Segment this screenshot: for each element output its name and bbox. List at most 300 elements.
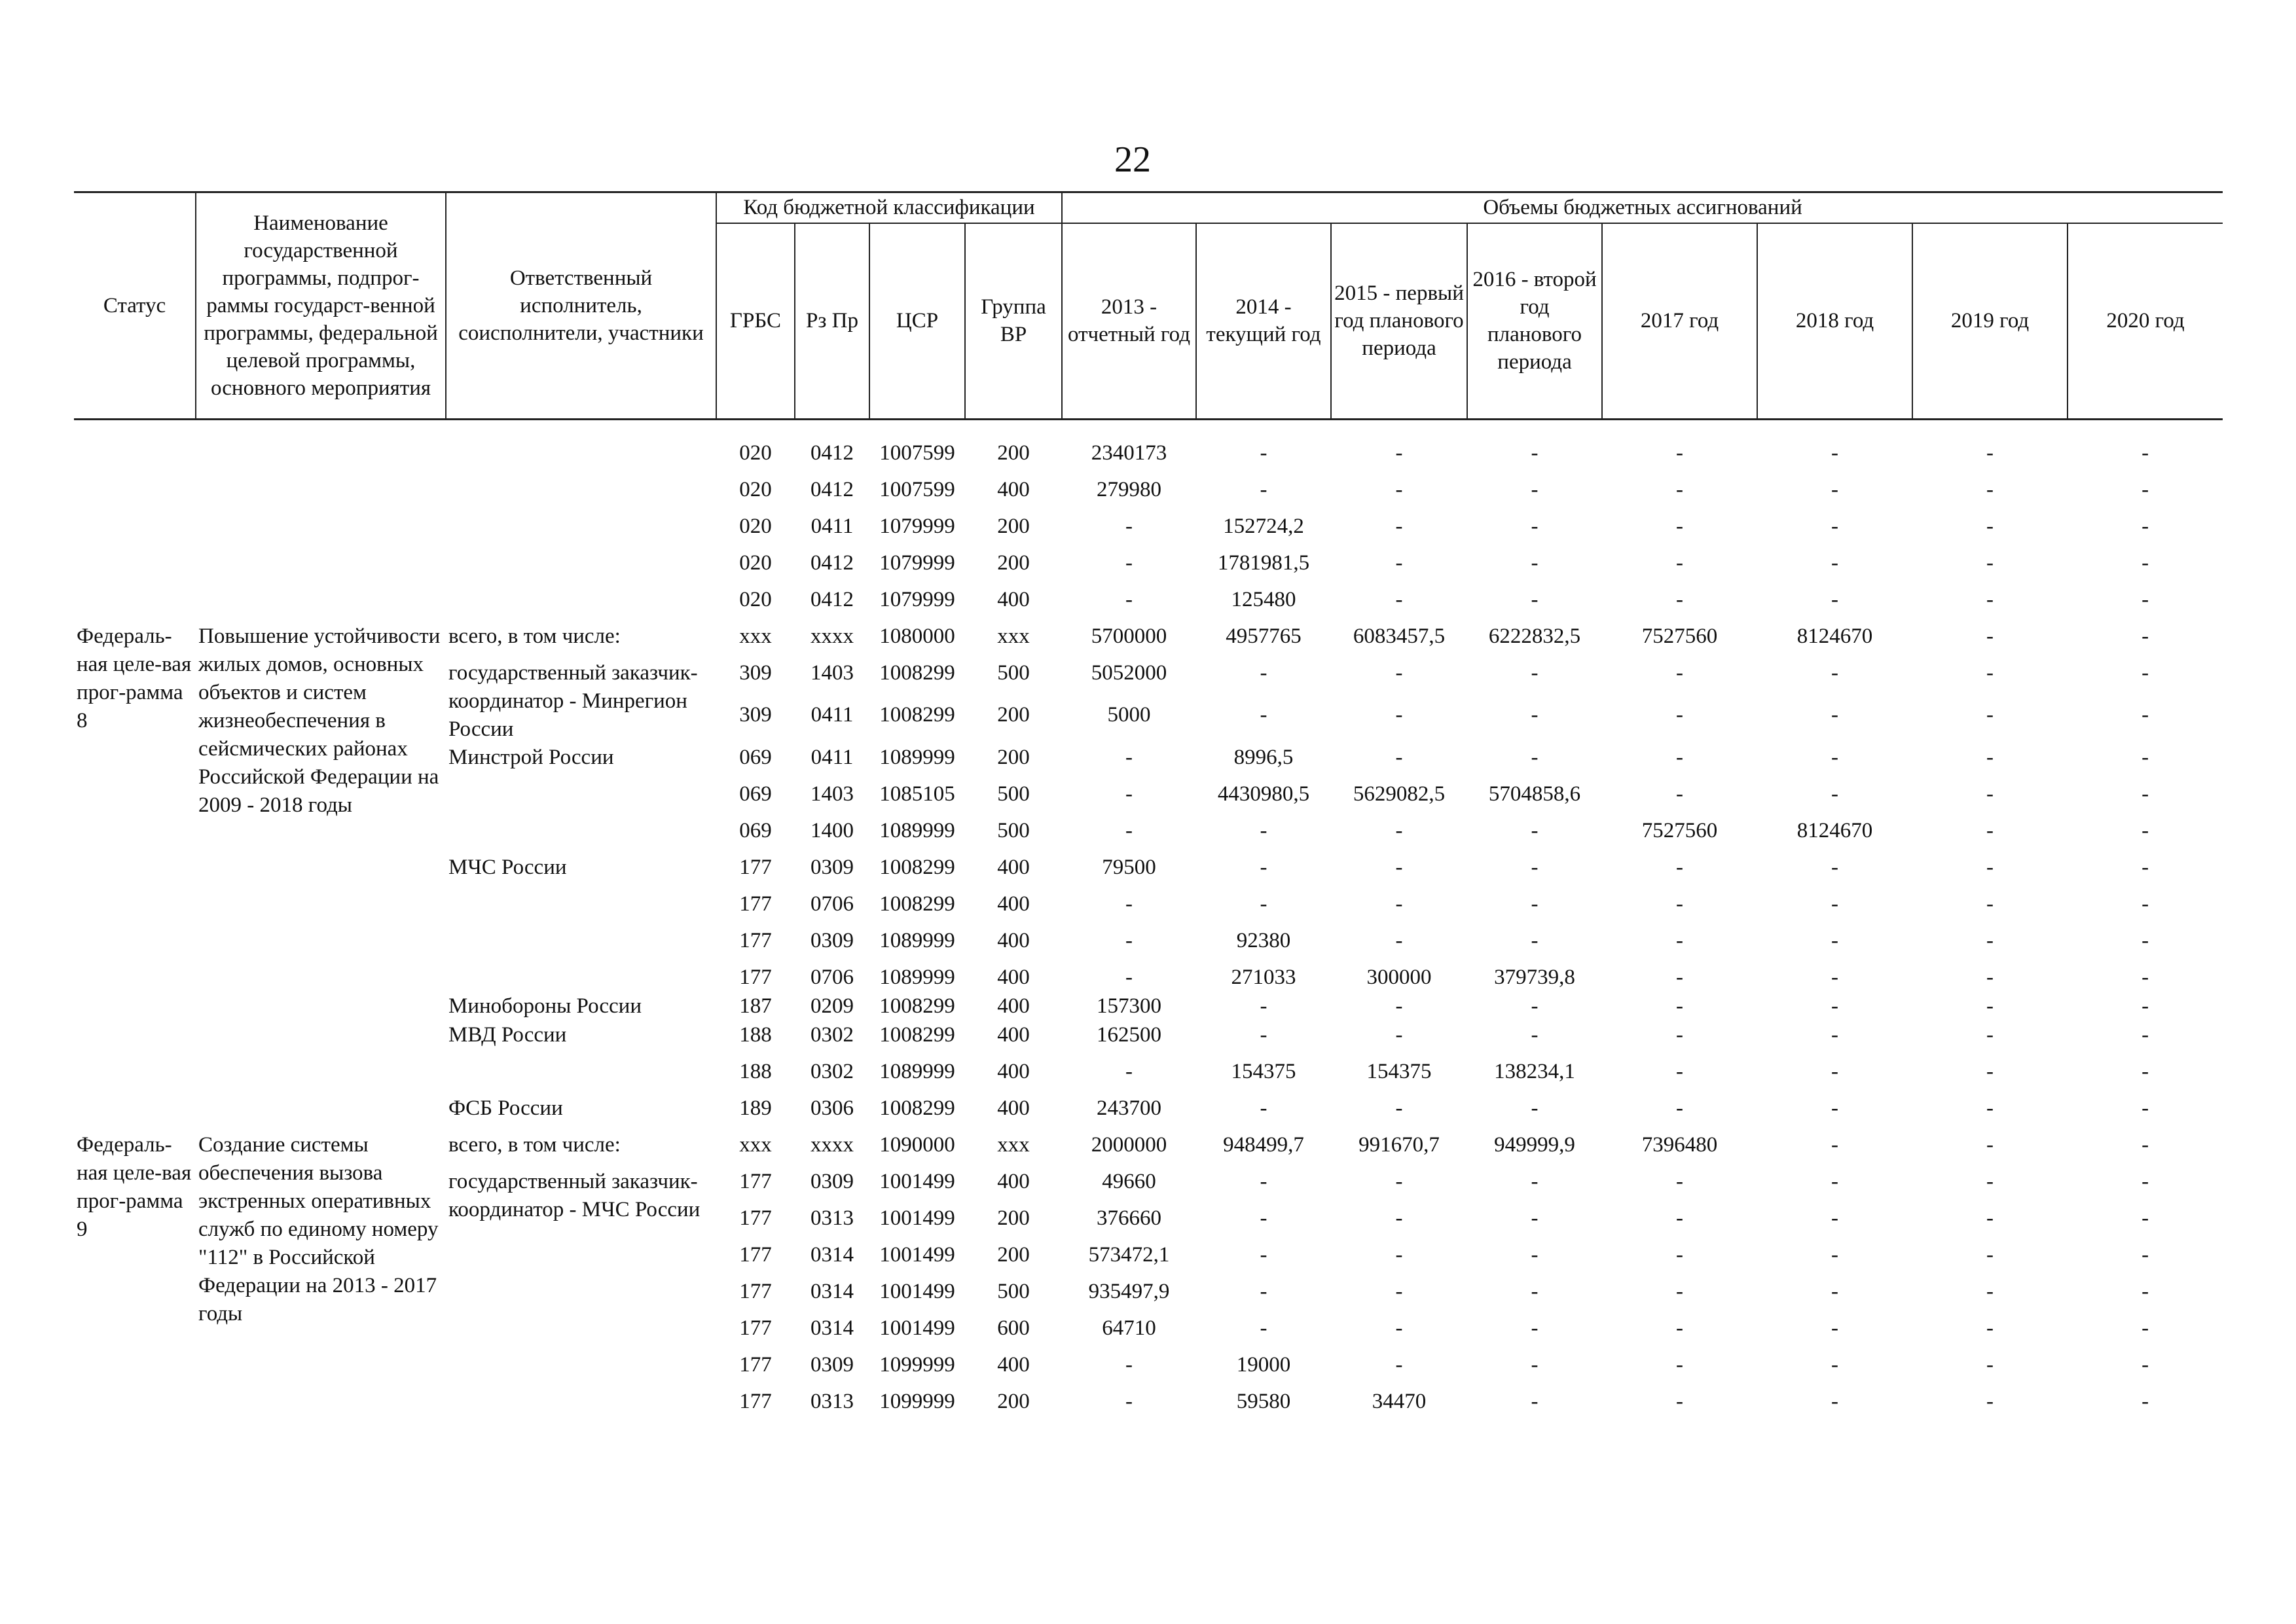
cell-y2017: - — [1676, 1389, 1684, 1413]
cell-y2018: 8124670 — [1796, 624, 1873, 648]
table-row — [74, 1131, 2223, 1168]
cell-y2016: - — [1531, 1389, 1539, 1413]
cell-grbs: 177 — [739, 1316, 772, 1340]
cell-y2018: - — [1831, 745, 1839, 769]
cell-y2016: - — [1531, 1279, 1539, 1303]
cell-y2017: - — [1676, 550, 1684, 575]
cell-y2016: 949999,9 — [1494, 1132, 1575, 1157]
cell-rzpr: 1403 — [811, 782, 854, 806]
cell-vr: 400 — [997, 965, 1030, 989]
cell-y2019: - — [1986, 1279, 1994, 1303]
empty-cell — [74, 513, 196, 549]
program-9-name: Создание системы обеспечения вызова экстренных оперативных служб по единому номеру "112" в Российской Федерации на 2013 - 2017 годы — [198, 1132, 439, 1326]
cell-vr: 400 — [997, 1059, 1030, 1083]
cell-y2018: - — [1831, 550, 1839, 575]
cell-grbs: 177 — [739, 965, 772, 989]
cell-y2014: - — [1260, 660, 1267, 685]
cell-y2019: - — [1986, 660, 1994, 685]
cell-y2017: - — [1676, 855, 1684, 879]
cell-vr: 400 — [997, 892, 1030, 916]
cell-y2018: - — [1831, 1352, 1839, 1377]
cell-y2016: - — [1531, 1022, 1539, 1047]
cell-csr: 1099999 — [879, 1389, 955, 1413]
cell-vr: 200 — [997, 514, 1030, 538]
cell-rzpr: 1403 — [811, 660, 854, 685]
cell-y2014: - — [1260, 477, 1267, 501]
cell-y2020: - — [2141, 855, 2149, 879]
empty-cell — [74, 586, 196, 623]
cell-vr: 200 — [997, 745, 1030, 769]
cell-y2020: - — [2141, 892, 2149, 916]
cell-rzpr: 0309 — [811, 928, 854, 952]
cell-csr: 1079999 — [879, 514, 955, 538]
cell-grbs: 020 — [739, 514, 772, 538]
cell-rzpr: 0411 — [811, 745, 854, 769]
cell-y2014: - — [1260, 1206, 1267, 1230]
cell-y2017: - — [1676, 1096, 1684, 1120]
cell-y2014: - — [1260, 441, 1267, 465]
cell-y2013: - — [1125, 514, 1133, 538]
cell-vr: 500 — [997, 660, 1030, 685]
cell-y2020: - — [2141, 745, 2149, 769]
table-row — [74, 623, 2223, 659]
cell-rzpr: 0306 — [811, 1096, 854, 1120]
cell-y2013: 2340173 — [1091, 441, 1167, 465]
cell-csr: 1001499 — [879, 1206, 955, 1230]
cell-csr: 1008299 — [879, 855, 955, 879]
cell-y2020: - — [2141, 1352, 2149, 1377]
cell-vr: 400 — [997, 1352, 1030, 1377]
cell-vr: 400 — [997, 587, 1030, 611]
cell-y2015: - — [1395, 1169, 1403, 1193]
cell-y2015: 154375 — [1366, 1059, 1432, 1083]
header-program-name: Наименование государственной программы, подпрог-раммы государст-венной программы, федеральной целевой программы, основного мероприятия — [196, 192, 446, 420]
cell-rzpr: 0313 — [811, 1389, 854, 1413]
header-2013: 2013 - отчетный год — [1062, 223, 1196, 420]
cell-y2017: 7527560 — [1641, 818, 1718, 842]
cell-y2018: 8124670 — [1796, 818, 1873, 842]
cell-y2015: - — [1395, 928, 1403, 952]
cell-y2018: - — [1831, 660, 1839, 685]
cell-y2014: 152724,2 — [1223, 514, 1304, 538]
cell-y2015: - — [1395, 994, 1403, 1018]
table-row — [74, 439, 2223, 476]
cell-y2015: - — [1395, 1279, 1403, 1303]
header-2014: 2014 - текущий год — [1196, 223, 1331, 420]
cell-rzpr: 0412 — [811, 550, 854, 575]
cell-csr: 1099999 — [879, 1352, 955, 1377]
cell-y2019: - — [1986, 703, 1994, 727]
cell-y2020: - — [2141, 1206, 2149, 1230]
cell-y2018: - — [1831, 514, 1839, 538]
cell-y2015: 300000 — [1366, 965, 1432, 989]
header-vr: Группа ВР — [965, 223, 1062, 420]
cell-y2018: - — [1831, 587, 1839, 611]
page-number: 22 — [1114, 139, 1151, 180]
cell-y2014: - — [1260, 818, 1267, 842]
cell-y2019: - — [1986, 994, 1994, 1018]
cell-y2014: - — [1260, 855, 1267, 879]
cell-y2013: 79500 — [1102, 855, 1156, 879]
cell-y2019: - — [1986, 477, 1994, 501]
cell-y2013: 64710 — [1102, 1316, 1156, 1340]
cell-grbs: xxx — [739, 1132, 772, 1157]
cell-y2015: - — [1395, 441, 1403, 465]
cell-csr: 1001499 — [879, 1169, 955, 1193]
cell-y2020: - — [2141, 477, 2149, 501]
budget-allocations-table — [74, 191, 2223, 1424]
cell-y2020: - — [2141, 1059, 2149, 1083]
cell-y2016: - — [1531, 994, 1539, 1018]
cell-y2019: - — [1986, 514, 1994, 538]
cell-y2018: - — [1831, 1206, 1839, 1230]
cell-y2017: 7396480 — [1641, 1132, 1718, 1157]
cell-y2019: - — [1986, 782, 1994, 806]
cell-csr: 1089999 — [879, 745, 955, 769]
cell-csr: 1079999 — [879, 550, 955, 575]
cell-vr: 400 — [997, 1169, 1030, 1193]
cell-y2019: - — [1986, 1316, 1994, 1340]
cell-vr: xxx — [997, 624, 1030, 648]
cell-rzpr: 0412 — [811, 477, 854, 501]
cell-y2016: 138234,1 — [1494, 1059, 1575, 1083]
header-grbs: ГРБС — [716, 223, 795, 420]
cell-y2015: - — [1395, 1316, 1403, 1340]
cell-y2014: 19000 — [1236, 1352, 1291, 1377]
cell-grbs: 187 — [739, 994, 772, 1018]
cell-y2014: 59580 — [1236, 1389, 1291, 1413]
cell-rzpr: 0314 — [811, 1242, 854, 1267]
cell-y2015: 991670,7 — [1358, 1132, 1440, 1157]
cell-y2015: 5629082,5 — [1353, 782, 1446, 806]
cell-y2014: - — [1260, 1022, 1267, 1047]
cell-y2018: - — [1831, 782, 1839, 806]
cell-y2015: - — [1395, 587, 1403, 611]
executor-total: всего, в том числе: — [448, 1132, 621, 1157]
cell-y2013: 573472,1 — [1088, 1242, 1170, 1267]
cell-y2013: - — [1125, 1352, 1133, 1377]
cell-vr: 200 — [997, 1389, 1030, 1413]
cell-y2017: - — [1676, 892, 1684, 916]
cell-grbs: xxx — [739, 624, 772, 648]
cell-vr: 500 — [997, 1279, 1030, 1303]
cell-grbs: 177 — [739, 1242, 772, 1267]
cell-y2017: - — [1676, 1352, 1684, 1377]
empty-cell — [196, 476, 446, 513]
cell-y2013: - — [1125, 892, 1133, 916]
cell-y2018: - — [1831, 1022, 1839, 1047]
cell-y2015: 6083457,5 — [1353, 624, 1446, 648]
cell-grbs: 177 — [739, 928, 772, 952]
cell-y2013: 5000 — [1107, 703, 1151, 727]
cell-y2014: 948499,7 — [1223, 1132, 1304, 1157]
cell-y2017: - — [1676, 1316, 1684, 1340]
header-budget-code-group: Код бюджетной классификации — [716, 192, 1062, 223]
cell-y2013: - — [1125, 1059, 1133, 1083]
cell-y2016: - — [1531, 1169, 1539, 1193]
cell-y2019: - — [1986, 892, 1994, 916]
cell-y2013: 5052000 — [1091, 660, 1167, 685]
cell-y2015: - — [1395, 550, 1403, 575]
table-row — [74, 476, 2223, 513]
cell-y2018: - — [1831, 1316, 1839, 1340]
cell-y2014: 271033 — [1231, 965, 1296, 989]
cell-y2015: - — [1395, 1096, 1403, 1120]
cell-csr: 1085105 — [879, 782, 955, 806]
cell-y2020: - — [2141, 994, 2149, 1018]
cell-csr: 1089999 — [879, 818, 955, 842]
cell-y2020: - — [2141, 1022, 2149, 1047]
cell-y2019: - — [1986, 624, 1994, 648]
empty-cell — [446, 439, 716, 476]
cell-vr: 200 — [997, 1242, 1030, 1267]
cell-y2016: 379739,8 — [1494, 965, 1575, 989]
cell-y2018: - — [1831, 1132, 1839, 1157]
cell-y2013: 935497,9 — [1088, 1279, 1170, 1303]
cell-y2019: - — [1986, 965, 1994, 989]
cell-rzpr: 0302 — [811, 1022, 854, 1047]
cell-y2014: 4430980,5 — [1217, 782, 1310, 806]
cell-y2020: - — [2141, 1096, 2149, 1120]
cell-csr: 1001499 — [879, 1316, 955, 1340]
cell-y2017: - — [1676, 703, 1684, 727]
cell-vr: 200 — [997, 550, 1030, 575]
cell-y2017: - — [1676, 928, 1684, 952]
cell-y2016: - — [1531, 1096, 1539, 1120]
cell-rzpr: xxxx — [811, 624, 854, 648]
cell-y2020: - — [2141, 660, 2149, 685]
cell-y2016: - — [1531, 1316, 1539, 1340]
cell-y2015: 34470 — [1372, 1389, 1427, 1413]
cell-grbs: 020 — [739, 550, 772, 575]
cell-y2016: - — [1531, 550, 1539, 575]
cell-csr: 1001499 — [879, 1279, 955, 1303]
cell-y2019: - — [1986, 1389, 1994, 1413]
cell-vr: 200 — [997, 441, 1030, 465]
cell-y2017: - — [1676, 660, 1684, 685]
cell-rzpr: xxxx — [811, 1132, 854, 1157]
cell-y2020: - — [2141, 928, 2149, 952]
cell-y2018: - — [1831, 1279, 1839, 1303]
cell-y2013: - — [1125, 965, 1133, 989]
cell-rzpr: 0412 — [811, 587, 854, 611]
executor-minoborony: Минобороны России — [448, 994, 642, 1018]
cell-vr: 500 — [997, 782, 1030, 806]
cell-y2016: 5704858,6 — [1488, 782, 1581, 806]
cell-y2020: - — [2141, 624, 2149, 648]
cell-csr: 1090000 — [879, 1132, 955, 1157]
empty-cell — [446, 586, 716, 623]
cell-y2015: - — [1395, 818, 1403, 842]
empty-cell — [446, 549, 716, 586]
executor-minstroy: Минстрой России — [448, 745, 614, 769]
cell-rzpr: 0314 — [811, 1316, 854, 1340]
cell-y2014: - — [1260, 1096, 1267, 1120]
cell-y2019: - — [1986, 1059, 1994, 1083]
cell-y2015: - — [1395, 477, 1403, 501]
cell-y2015: - — [1395, 703, 1403, 727]
cell-y2019: - — [1986, 1022, 1994, 1047]
cell-vr: 400 — [997, 928, 1030, 952]
cell-vr: 200 — [997, 1206, 1030, 1230]
cell-y2020: - — [2141, 1169, 2149, 1193]
cell-vr: 500 — [997, 818, 1030, 842]
cell-y2016: - — [1531, 1242, 1539, 1267]
cell-y2013: 157300 — [1097, 994, 1162, 1018]
cell-grbs: 177 — [739, 892, 772, 916]
cell-y2020: - — [2141, 965, 2149, 989]
cell-y2020: - — [2141, 550, 2149, 575]
cell-y2020: - — [2141, 441, 2149, 465]
cell-grbs: 020 — [739, 587, 772, 611]
empty-cell — [196, 513, 446, 549]
executor-mvd: МВД России — [448, 1022, 567, 1047]
cell-grbs: 309 — [739, 660, 772, 685]
cell-y2020: - — [2141, 703, 2149, 727]
cell-y2013: 2000000 — [1091, 1132, 1167, 1157]
empty-cell — [74, 476, 196, 513]
header-rzpr: Рз Пр — [795, 223, 869, 420]
cell-y2014: - — [1260, 1279, 1267, 1303]
cell-y2013: - — [1125, 818, 1133, 842]
cell-csr: 1008299 — [879, 892, 955, 916]
cell-grbs: 177 — [739, 1279, 772, 1303]
cell-csr: 1089999 — [879, 928, 955, 952]
cell-y2019: - — [1986, 1352, 1994, 1377]
cell-y2020: - — [2141, 1389, 2149, 1413]
cell-y2018: - — [1831, 1242, 1839, 1267]
cell-y2018: - — [1831, 1059, 1839, 1083]
table-row — [74, 513, 2223, 549]
cell-rzpr: 0209 — [811, 994, 854, 1018]
cell-y2016: - — [1531, 892, 1539, 916]
cell-y2018: - — [1831, 965, 1839, 989]
empty-cell — [446, 476, 716, 513]
cell-y2013: - — [1125, 745, 1133, 769]
executor-coordinator: государственный заказчик-координатор - Минрегион России — [448, 660, 698, 741]
cell-csr: 1008299 — [879, 994, 955, 1018]
cell-y2020: - — [2141, 1279, 2149, 1303]
cell-y2019: - — [1986, 1206, 1994, 1230]
cell-csr: 1089999 — [879, 965, 955, 989]
cell-y2017: - — [1676, 587, 1684, 611]
cell-y2013: 279980 — [1097, 477, 1162, 501]
executor-mchs: МЧС России — [448, 855, 567, 879]
executor-total: всего, в том числе: — [448, 624, 621, 648]
cell-y2019: - — [1986, 745, 1994, 769]
cell-y2017: - — [1676, 994, 1684, 1018]
cell-y2014: 92380 — [1236, 928, 1291, 952]
cell-y2013: 49660 — [1102, 1169, 1156, 1193]
cell-y2015: - — [1395, 514, 1403, 538]
cell-csr: 1008299 — [879, 1096, 955, 1120]
empty-cell — [196, 439, 446, 476]
cell-rzpr: 0309 — [811, 855, 854, 879]
cell-csr: 1080000 — [879, 624, 955, 648]
cell-y2018: - — [1831, 1389, 1839, 1413]
cell-y2014: 4957765 — [1226, 624, 1302, 648]
cell-y2014: - — [1260, 1242, 1267, 1267]
cell-y2015: - — [1395, 1242, 1403, 1267]
cell-y2013: 376660 — [1097, 1206, 1162, 1230]
cell-y2016: 6222832,5 — [1488, 624, 1581, 648]
cell-csr: 1007599 — [879, 477, 955, 501]
cell-vr: 400 — [997, 1022, 1030, 1047]
cell-grbs: 177 — [739, 1352, 772, 1377]
program-9-status: Федераль-ная целе-вая прог-рамма 9 — [77, 1132, 192, 1241]
cell-y2013: - — [1125, 782, 1133, 806]
empty-cell — [196, 586, 446, 623]
cell-csr: 1007599 — [879, 441, 955, 465]
cell-y2017: - — [1676, 1022, 1684, 1047]
cell-vr: 200 — [997, 703, 1030, 727]
cell-rzpr: 0313 — [811, 1206, 854, 1230]
cell-y2014: 1781981,5 — [1217, 550, 1310, 575]
cell-grbs: 188 — [739, 1022, 772, 1047]
cell-grbs: 069 — [739, 745, 772, 769]
cell-y2014: - — [1260, 892, 1267, 916]
cell-y2017: - — [1676, 514, 1684, 538]
cell-y2017: - — [1676, 1242, 1684, 1267]
cell-y2015: - — [1395, 855, 1403, 879]
cell-rzpr: 0412 — [811, 441, 854, 465]
cell-vr: 400 — [997, 1096, 1030, 1120]
cell-y2020: - — [2141, 818, 2149, 842]
header-volumes-group: Объемы бюджетных ассигнований — [1062, 192, 2223, 223]
cell-y2018: - — [1831, 1169, 1839, 1193]
cell-vr: 600 — [997, 1316, 1030, 1340]
cell-rzpr: 0309 — [811, 1352, 854, 1377]
cell-y2016: - — [1531, 703, 1539, 727]
cell-y2017: - — [1676, 1206, 1684, 1230]
cell-y2020: - — [2141, 1242, 2149, 1267]
cell-y2017: - — [1676, 782, 1684, 806]
cell-y2020: - — [2141, 587, 2149, 611]
cell-rzpr: 0314 — [811, 1279, 854, 1303]
header-2020: 2020 год — [2068, 223, 2223, 420]
cell-grbs: 177 — [739, 855, 772, 879]
cell-grbs: 069 — [739, 782, 772, 806]
cell-vr: 400 — [997, 477, 1030, 501]
program-8-status: Федераль-ная целе-вая прог-рамма 8 — [77, 624, 192, 732]
cell-y2016: - — [1531, 1206, 1539, 1230]
cell-y2019: - — [1986, 1096, 1994, 1120]
cell-grbs: 020 — [739, 441, 772, 465]
cell-csr: 1001499 — [879, 1242, 955, 1267]
cell-rzpr: 0411 — [811, 514, 854, 538]
cell-y2013: 243700 — [1097, 1096, 1162, 1120]
header-executor: Ответственный исполнитель, соисполнители, участники — [446, 192, 716, 420]
cell-y2016: - — [1531, 660, 1539, 685]
cell-vr: 400 — [997, 994, 1030, 1018]
cell-vr: xxx — [997, 1132, 1030, 1157]
cell-y2018: - — [1831, 892, 1839, 916]
cell-y2019: - — [1986, 855, 1994, 879]
cell-grbs: 177 — [739, 1389, 772, 1413]
cell-grbs: 189 — [739, 1096, 772, 1120]
cell-y2015: - — [1395, 1352, 1403, 1377]
cell-y2013: 162500 — [1097, 1022, 1162, 1047]
cell-y2018: - — [1831, 994, 1839, 1018]
cell-grbs: 177 — [739, 1169, 772, 1193]
cell-y2018: - — [1831, 855, 1839, 879]
cell-y2019: - — [1986, 818, 1994, 842]
cell-y2015: - — [1395, 1206, 1403, 1230]
cell-y2017: - — [1676, 745, 1684, 769]
cell-y2016: - — [1531, 928, 1539, 952]
cell-vr: 400 — [997, 855, 1030, 879]
cell-y2016: - — [1531, 441, 1539, 465]
